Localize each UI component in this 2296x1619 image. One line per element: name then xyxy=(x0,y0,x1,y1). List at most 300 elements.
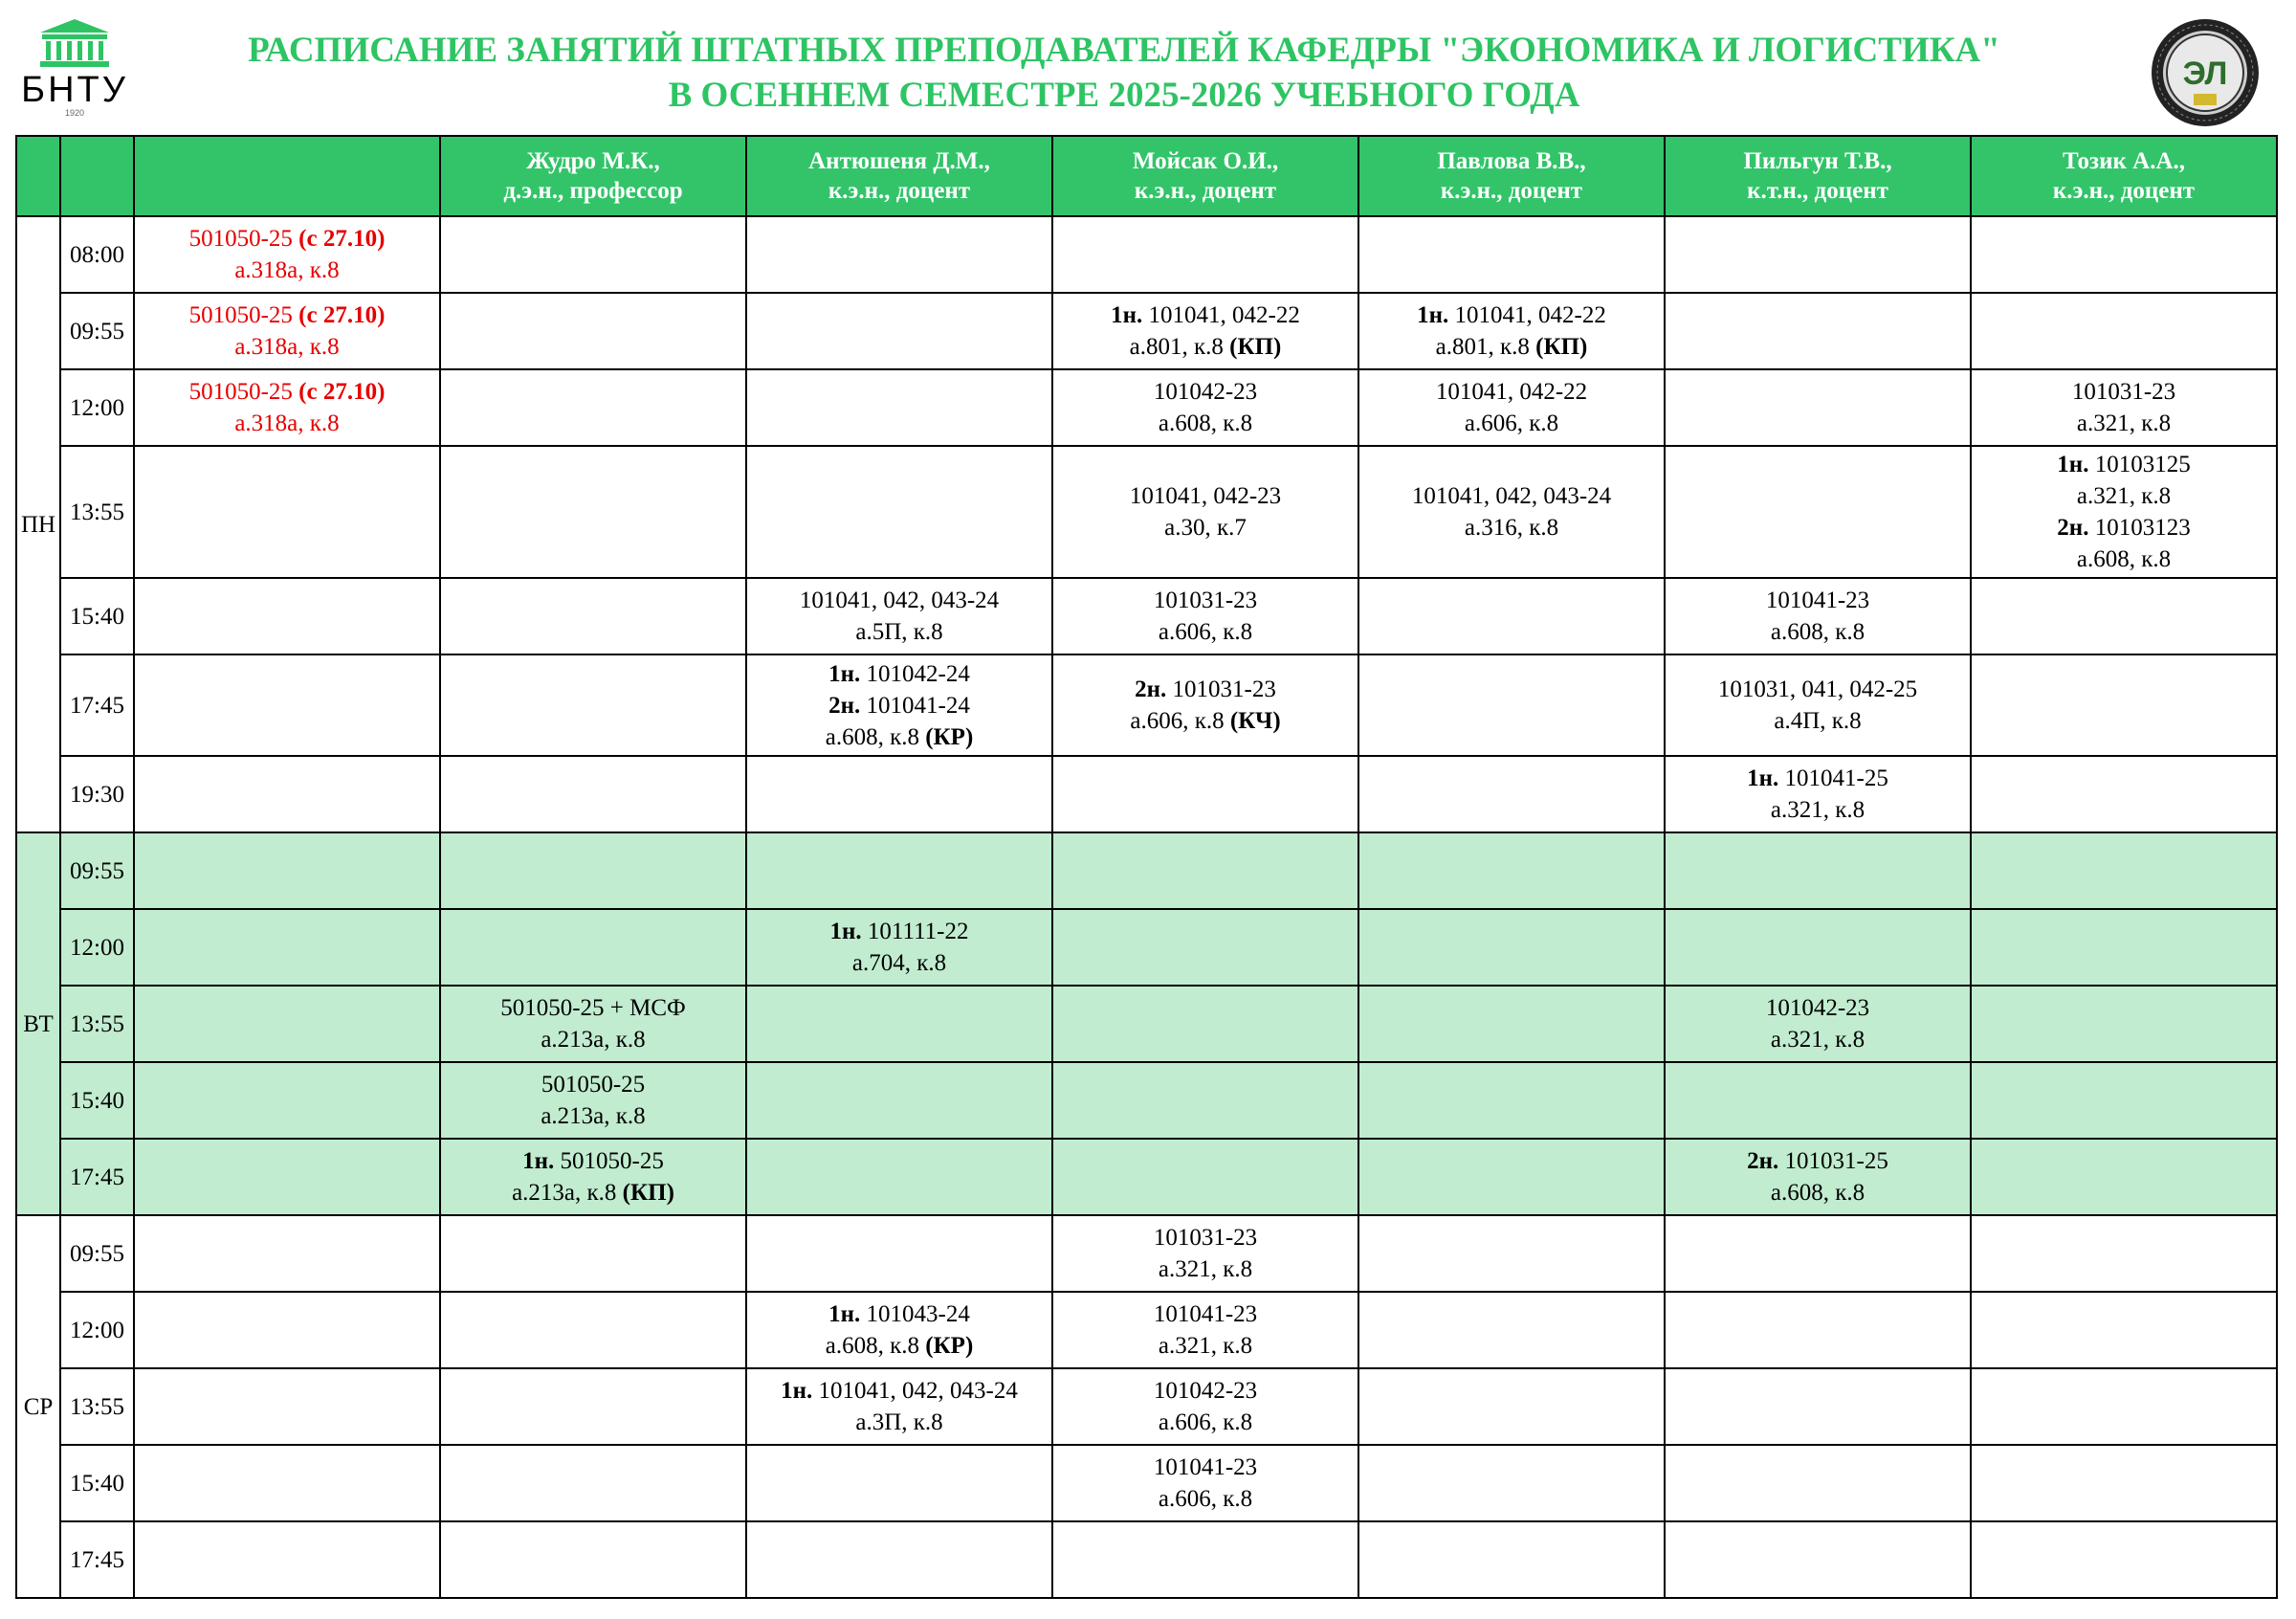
class-cell xyxy=(1665,832,1971,909)
class-text: а.318а, к.8 xyxy=(234,257,340,283)
class-text: 101041-23 xyxy=(1153,1454,1258,1480)
department-logo-text: ЭЛ xyxy=(2182,55,2228,92)
header-row xyxy=(16,136,2277,216)
time-slot: 09:55 xyxy=(60,1215,134,1292)
class-cell xyxy=(1971,1062,2277,1139)
class-line xyxy=(441,1024,745,1055)
class-text: 10103125 xyxy=(2088,452,2191,477)
class-line xyxy=(135,223,439,255)
class-text: 501050-25 xyxy=(188,379,299,405)
class-cell xyxy=(746,986,1052,1062)
class-line xyxy=(1972,376,2276,408)
class-line xyxy=(747,585,1051,616)
class-text: 101041-23 xyxy=(1153,1301,1258,1327)
time-slot: 19:30 xyxy=(60,756,134,832)
class-text: 501050-25 xyxy=(541,1072,646,1098)
class-text: 101031-23 xyxy=(2071,379,2176,405)
class-cell xyxy=(1971,1368,2277,1445)
class-cell xyxy=(440,1292,746,1368)
class-text: 101042-24 xyxy=(860,660,970,687)
class-text: 1н. xyxy=(522,1148,555,1174)
teacher-name: Павлова В.В., xyxy=(1437,148,1586,174)
class-text: а.704, к.8 xyxy=(851,950,947,976)
class-line xyxy=(1359,299,1664,331)
class-cell xyxy=(440,1062,746,1139)
class-line xyxy=(1053,674,1358,705)
class-text: а.321, к.8 xyxy=(1158,1333,1253,1359)
class-cell xyxy=(1971,1215,2277,1292)
class-cell xyxy=(1358,216,1665,293)
schedule-row xyxy=(16,1215,2277,1292)
class-cell xyxy=(440,216,746,293)
teacher-header-cell xyxy=(1971,136,2277,216)
time-slot: 08:00 xyxy=(60,216,134,293)
class-line xyxy=(1666,674,1970,705)
class-cell xyxy=(1358,446,1665,578)
class-cell xyxy=(1052,1521,1358,1598)
time-slot: 12:00 xyxy=(60,909,134,986)
class-text: 101041, 042, 043-24 xyxy=(812,1378,1018,1404)
class-text: 101041, 042, 043-24 xyxy=(799,588,1000,613)
class-cell xyxy=(1971,446,2277,578)
class-text: а.321, к.8 xyxy=(1770,797,1866,823)
teacher-name: Мойсак О.И., xyxy=(1132,148,1279,174)
teacher-degree: к.т.н., доцент xyxy=(1747,178,1888,204)
teacher-degree: к.э.н., доцент xyxy=(828,178,971,204)
class-cell xyxy=(1665,446,1971,578)
schedule-row xyxy=(16,654,2277,756)
class-cell xyxy=(134,1292,440,1368)
class-cell xyxy=(1358,1292,1665,1368)
class-cell xyxy=(1665,578,1971,654)
class-text: 2н. xyxy=(1747,1148,1779,1174)
class-text: а.608, к.8 xyxy=(2076,546,2172,572)
time-slot: 17:45 xyxy=(60,1521,134,1598)
class-line xyxy=(1972,408,2276,439)
class-cell xyxy=(1971,216,2277,293)
class-line xyxy=(1053,480,1358,512)
class-line xyxy=(1053,376,1358,408)
class-cell xyxy=(134,446,440,578)
class-line xyxy=(1053,1407,1358,1438)
class-cell xyxy=(1358,1139,1665,1215)
class-text: (с 27.10) xyxy=(298,379,386,405)
class-cell xyxy=(1052,832,1358,909)
class-line xyxy=(1359,512,1664,543)
class-cell xyxy=(746,1139,1052,1215)
day-header-cell xyxy=(16,136,60,216)
class-cell xyxy=(1358,293,1665,369)
class-cell xyxy=(1052,1215,1358,1292)
class-text: а.801, к.8 xyxy=(1435,334,1536,360)
class-text: 101031-23 xyxy=(1153,588,1258,613)
day-label: ПН xyxy=(16,216,60,832)
page-header xyxy=(0,0,2296,132)
class-text: (с 27.10) xyxy=(298,302,386,328)
class-cell xyxy=(1358,1445,1665,1521)
class-cell xyxy=(134,1445,440,1521)
class-text: (КЧ) xyxy=(1229,708,1281,734)
class-line xyxy=(1053,1253,1358,1285)
class-cell xyxy=(1971,1139,2277,1215)
class-text: 1н. xyxy=(2057,452,2089,477)
time-slot: 17:45 xyxy=(60,654,134,756)
class-text: (КП) xyxy=(622,1180,674,1206)
class-text: (с 27.10) xyxy=(298,226,386,252)
class-text: а.608, к.8 xyxy=(825,723,926,750)
class-cell xyxy=(440,446,746,578)
class-text: а.30, к.7 xyxy=(1164,515,1247,541)
university-year: 1920 xyxy=(64,108,85,118)
class-text: 101041, 042-23 xyxy=(1129,483,1282,509)
class-text: 101043-24 xyxy=(860,1301,970,1327)
class-cell xyxy=(440,293,746,369)
class-line xyxy=(1666,585,1970,616)
class-line xyxy=(1972,480,2276,512)
class-line xyxy=(1972,543,2276,575)
schedule-row xyxy=(16,1062,2277,1139)
class-text: а.608, к.8 xyxy=(825,1333,926,1359)
class-line xyxy=(135,299,439,331)
class-text: 10103123 xyxy=(2088,515,2191,541)
class-line xyxy=(441,1177,745,1209)
class-line xyxy=(1053,616,1358,648)
teacher-degree: к.э.н., доцент xyxy=(1134,178,1277,204)
class-cell xyxy=(1665,1521,1971,1598)
schedule-row xyxy=(16,293,2277,369)
class-cell xyxy=(440,756,746,832)
class-cell xyxy=(746,446,1052,578)
class-line xyxy=(441,1100,745,1132)
class-line xyxy=(1053,1330,1358,1362)
class-line xyxy=(441,1069,745,1100)
class-line xyxy=(747,1407,1051,1438)
class-cell xyxy=(134,1521,440,1598)
schedule-row xyxy=(16,369,2277,446)
class-text: 1н. xyxy=(1111,302,1143,328)
class-text: 1н. xyxy=(781,1378,813,1404)
class-line xyxy=(747,616,1051,648)
class-line xyxy=(1359,408,1664,439)
class-text: а.801, к.8 xyxy=(1129,334,1230,360)
class-cell xyxy=(1358,369,1665,446)
schedule-row xyxy=(16,1292,2277,1368)
class-text: (КР) xyxy=(925,723,974,750)
time-slot: 15:40 xyxy=(60,1062,134,1139)
class-cell xyxy=(1052,578,1358,654)
class-cell xyxy=(746,1062,1052,1139)
class-line xyxy=(1053,1222,1358,1253)
class-cell xyxy=(440,578,746,654)
class-cell xyxy=(1971,293,2277,369)
class-cell xyxy=(1052,1139,1358,1215)
time-slot: 12:00 xyxy=(60,1292,134,1368)
class-cell xyxy=(1052,909,1358,986)
class-cell xyxy=(1665,909,1971,986)
teacher-header-cell xyxy=(134,136,440,216)
class-cell xyxy=(1052,1062,1358,1139)
class-text: 101031-23 xyxy=(1166,676,1276,702)
class-cell xyxy=(1665,654,1971,756)
schedule-row xyxy=(16,1139,2277,1215)
class-cell xyxy=(134,909,440,986)
class-text: 101042-23 xyxy=(1153,1378,1258,1404)
class-cell xyxy=(1971,1521,2277,1598)
class-line xyxy=(1666,794,1970,826)
class-text: 1н. xyxy=(828,1301,861,1327)
class-cell xyxy=(1971,1292,2277,1368)
class-cell xyxy=(134,1368,440,1445)
class-cell xyxy=(134,756,440,832)
class-line xyxy=(1972,512,2276,543)
class-line xyxy=(1359,331,1664,363)
class-text: а.213а, к.8 xyxy=(541,1027,646,1053)
class-line xyxy=(1972,449,2276,480)
class-cell xyxy=(1358,1062,1665,1139)
teacher-degree: к.э.н., доцент xyxy=(2052,178,2196,204)
class-text: 101042-23 xyxy=(1765,995,1870,1021)
class-cell xyxy=(746,1368,1052,1445)
time-slot: 17:45 xyxy=(60,1139,134,1215)
class-line xyxy=(135,376,439,408)
class-cell xyxy=(1358,909,1665,986)
class-cell xyxy=(440,1215,746,1292)
class-text: а.318а, к.8 xyxy=(234,334,340,360)
class-line xyxy=(1666,1145,1970,1177)
class-text: 1н. xyxy=(828,660,861,687)
class-text: 101041-24 xyxy=(860,692,970,719)
class-cell xyxy=(440,1368,746,1445)
class-text: а.321, к.8 xyxy=(2076,410,2172,436)
class-line xyxy=(1053,512,1358,543)
class-text: а.321, к.8 xyxy=(1158,1256,1253,1282)
class-cell xyxy=(1358,1215,1665,1292)
class-line xyxy=(1053,1298,1358,1330)
class-cell xyxy=(134,578,440,654)
class-line xyxy=(1053,585,1358,616)
page-title: РАСПИСАНИЕ ЗАНЯТИЙ ШТАТНЫХ ПРЕПОДАВАТЕЛЕЙ КАФЕДРЫ "ЭКОНОМИКА И ЛОГИСТИКА" xyxy=(248,31,2000,70)
class-cell xyxy=(1052,1445,1358,1521)
class-cell xyxy=(1971,369,2277,446)
day-label: СР xyxy=(16,1215,60,1598)
class-line xyxy=(441,1145,745,1177)
class-cell xyxy=(1665,1215,1971,1292)
class-text: 1н. xyxy=(1747,765,1779,791)
class-cell xyxy=(746,1292,1052,1368)
department-logo xyxy=(2150,17,2261,128)
class-text: 101041, 042-22 xyxy=(1448,302,1606,328)
class-line xyxy=(135,408,439,439)
class-text: 101041, 042, 043-24 xyxy=(1411,483,1612,509)
class-line xyxy=(1666,763,1970,794)
teacher-degree: д.э.н., профессор xyxy=(503,178,683,204)
class-cell xyxy=(1052,446,1358,578)
class-line xyxy=(747,721,1051,753)
class-line xyxy=(1053,1375,1358,1407)
class-text: 1н. xyxy=(829,919,862,944)
day-label: ВТ xyxy=(16,832,60,1215)
class-text: 2н. xyxy=(1135,676,1167,702)
time-slot: 15:40 xyxy=(60,578,134,654)
class-line xyxy=(747,1298,1051,1330)
class-cell xyxy=(440,832,746,909)
university-logo xyxy=(15,17,134,122)
class-cell xyxy=(134,654,440,756)
class-text: а.606, к.8 xyxy=(1130,708,1230,734)
class-cell xyxy=(134,832,440,909)
class-line xyxy=(1666,616,1970,648)
class-cell xyxy=(746,1521,1052,1598)
class-line xyxy=(747,916,1051,947)
class-cell xyxy=(1052,986,1358,1062)
teacher-name: Жудро М.К., xyxy=(526,148,660,174)
class-cell xyxy=(1971,654,2277,756)
class-cell xyxy=(1358,578,1665,654)
class-text: а.318а, к.8 xyxy=(234,410,340,436)
teacher-header-cell xyxy=(440,136,746,216)
class-cell xyxy=(134,1062,440,1139)
class-text: (КП) xyxy=(1229,334,1282,360)
class-line xyxy=(1053,331,1358,363)
class-cell xyxy=(440,986,746,1062)
class-text: а.606, к.8 xyxy=(1158,619,1253,645)
class-cell xyxy=(1052,1368,1358,1445)
class-line xyxy=(135,331,439,363)
time-slot: 13:55 xyxy=(60,1368,134,1445)
schedule-row xyxy=(16,986,2277,1062)
class-cell xyxy=(134,293,440,369)
class-text: а.316, к.8 xyxy=(1464,515,1559,541)
class-cell xyxy=(746,909,1052,986)
building-icon xyxy=(36,17,113,69)
class-line xyxy=(135,255,439,286)
class-cell xyxy=(1358,832,1665,909)
class-cell xyxy=(746,369,1052,446)
university-abbr: БНТУ xyxy=(21,70,128,110)
schedule-row xyxy=(16,1445,2277,1521)
class-cell xyxy=(1971,1445,2277,1521)
schedule-table xyxy=(15,135,2278,1599)
class-cell xyxy=(1665,756,1971,832)
schedule-row xyxy=(16,1521,2277,1598)
class-cell xyxy=(134,1215,440,1292)
class-cell xyxy=(1052,369,1358,446)
class-line xyxy=(1053,705,1358,737)
class-text: 501050-25 xyxy=(188,302,299,328)
class-cell xyxy=(440,1521,746,1598)
class-cell xyxy=(1358,1368,1665,1445)
class-line xyxy=(747,1375,1051,1407)
class-text: а.3П, к.8 xyxy=(855,1409,943,1435)
class-text: 2н. xyxy=(2057,515,2089,541)
class-text: 101041-23 xyxy=(1765,588,1870,613)
class-cell xyxy=(746,1215,1052,1292)
class-text: (КП) xyxy=(1535,334,1588,360)
class-text: 501050-25 xyxy=(188,226,299,252)
class-text: 101031-23 xyxy=(1153,1225,1258,1251)
class-text: 1н. xyxy=(1417,302,1449,328)
teacher-header-cell xyxy=(1665,136,1971,216)
class-line xyxy=(747,690,1051,721)
class-cell xyxy=(1052,654,1358,756)
teacher-name: Пильгун Т.В., xyxy=(1743,148,1892,174)
class-text: а.321, к.8 xyxy=(2076,483,2172,509)
time-slot: 15:40 xyxy=(60,1445,134,1521)
class-line xyxy=(1666,1177,1970,1209)
teacher-header-cell xyxy=(1052,136,1358,216)
class-cell xyxy=(134,986,440,1062)
class-text: а.608, к.8 xyxy=(1770,1180,1866,1206)
schedule-row xyxy=(16,216,2277,293)
class-text: а.606, к.8 xyxy=(1464,410,1559,436)
class-cell xyxy=(1358,986,1665,1062)
class-text: 101031-25 xyxy=(1778,1148,1888,1174)
class-text: а.4П, к.8 xyxy=(1774,708,1862,734)
class-cell xyxy=(1358,1521,1665,1598)
class-cell xyxy=(134,1139,440,1215)
class-cell xyxy=(440,1445,746,1521)
class-line xyxy=(1666,705,1970,737)
class-text: 101041, 042-22 xyxy=(1435,379,1588,405)
class-cell xyxy=(1971,832,2277,909)
class-line xyxy=(1053,1452,1358,1483)
class-text: 101111-22 xyxy=(861,919,969,944)
class-text: 501050-25 + МСФ xyxy=(500,995,686,1021)
class-cell xyxy=(746,1445,1052,1521)
department-emblem-icon xyxy=(2150,17,2261,128)
teacher-header-cell xyxy=(1358,136,1665,216)
class-cell xyxy=(1052,1292,1358,1368)
class-cell xyxy=(1665,293,1971,369)
class-cell xyxy=(440,1139,746,1215)
class-cell xyxy=(746,756,1052,832)
schedule-row xyxy=(16,578,2277,654)
class-text: а.606, к.8 xyxy=(1158,1409,1253,1435)
class-cell xyxy=(1358,654,1665,756)
class-cell xyxy=(1665,1139,1971,1215)
class-cell xyxy=(1665,369,1971,446)
class-cell xyxy=(746,832,1052,909)
class-text: а.608, к.8 xyxy=(1770,619,1866,645)
schedule-row xyxy=(16,756,2277,832)
class-line xyxy=(747,658,1051,690)
class-text: а.213а, к.8 xyxy=(512,1180,623,1206)
class-line xyxy=(1053,1483,1358,1515)
class-cell xyxy=(1665,216,1971,293)
class-line xyxy=(1053,408,1358,439)
class-cell xyxy=(1971,578,2277,654)
teacher-name: Тозик А.А., xyxy=(2062,148,2185,174)
class-cell xyxy=(746,578,1052,654)
class-line xyxy=(1359,376,1664,408)
class-text: 101041-25 xyxy=(1778,765,1888,791)
schedule-row xyxy=(16,832,2277,909)
time-slot: 13:55 xyxy=(60,446,134,578)
class-cell xyxy=(1971,986,2277,1062)
class-cell xyxy=(1665,1368,1971,1445)
class-text: 101041, 042-22 xyxy=(1142,302,1300,328)
time-slot: 13:55 xyxy=(60,986,134,1062)
class-text: а.606, к.8 xyxy=(1158,1486,1253,1512)
class-cell xyxy=(1971,756,2277,832)
class-text: (КР) xyxy=(925,1333,974,1359)
time-slot: 09:55 xyxy=(60,832,134,909)
schedule-row xyxy=(16,446,2277,578)
time-slot: 12:00 xyxy=(60,369,134,446)
class-cell xyxy=(746,293,1052,369)
class-cell xyxy=(134,369,440,446)
teacher-degree: к.э.н., доцент xyxy=(1440,178,1583,204)
